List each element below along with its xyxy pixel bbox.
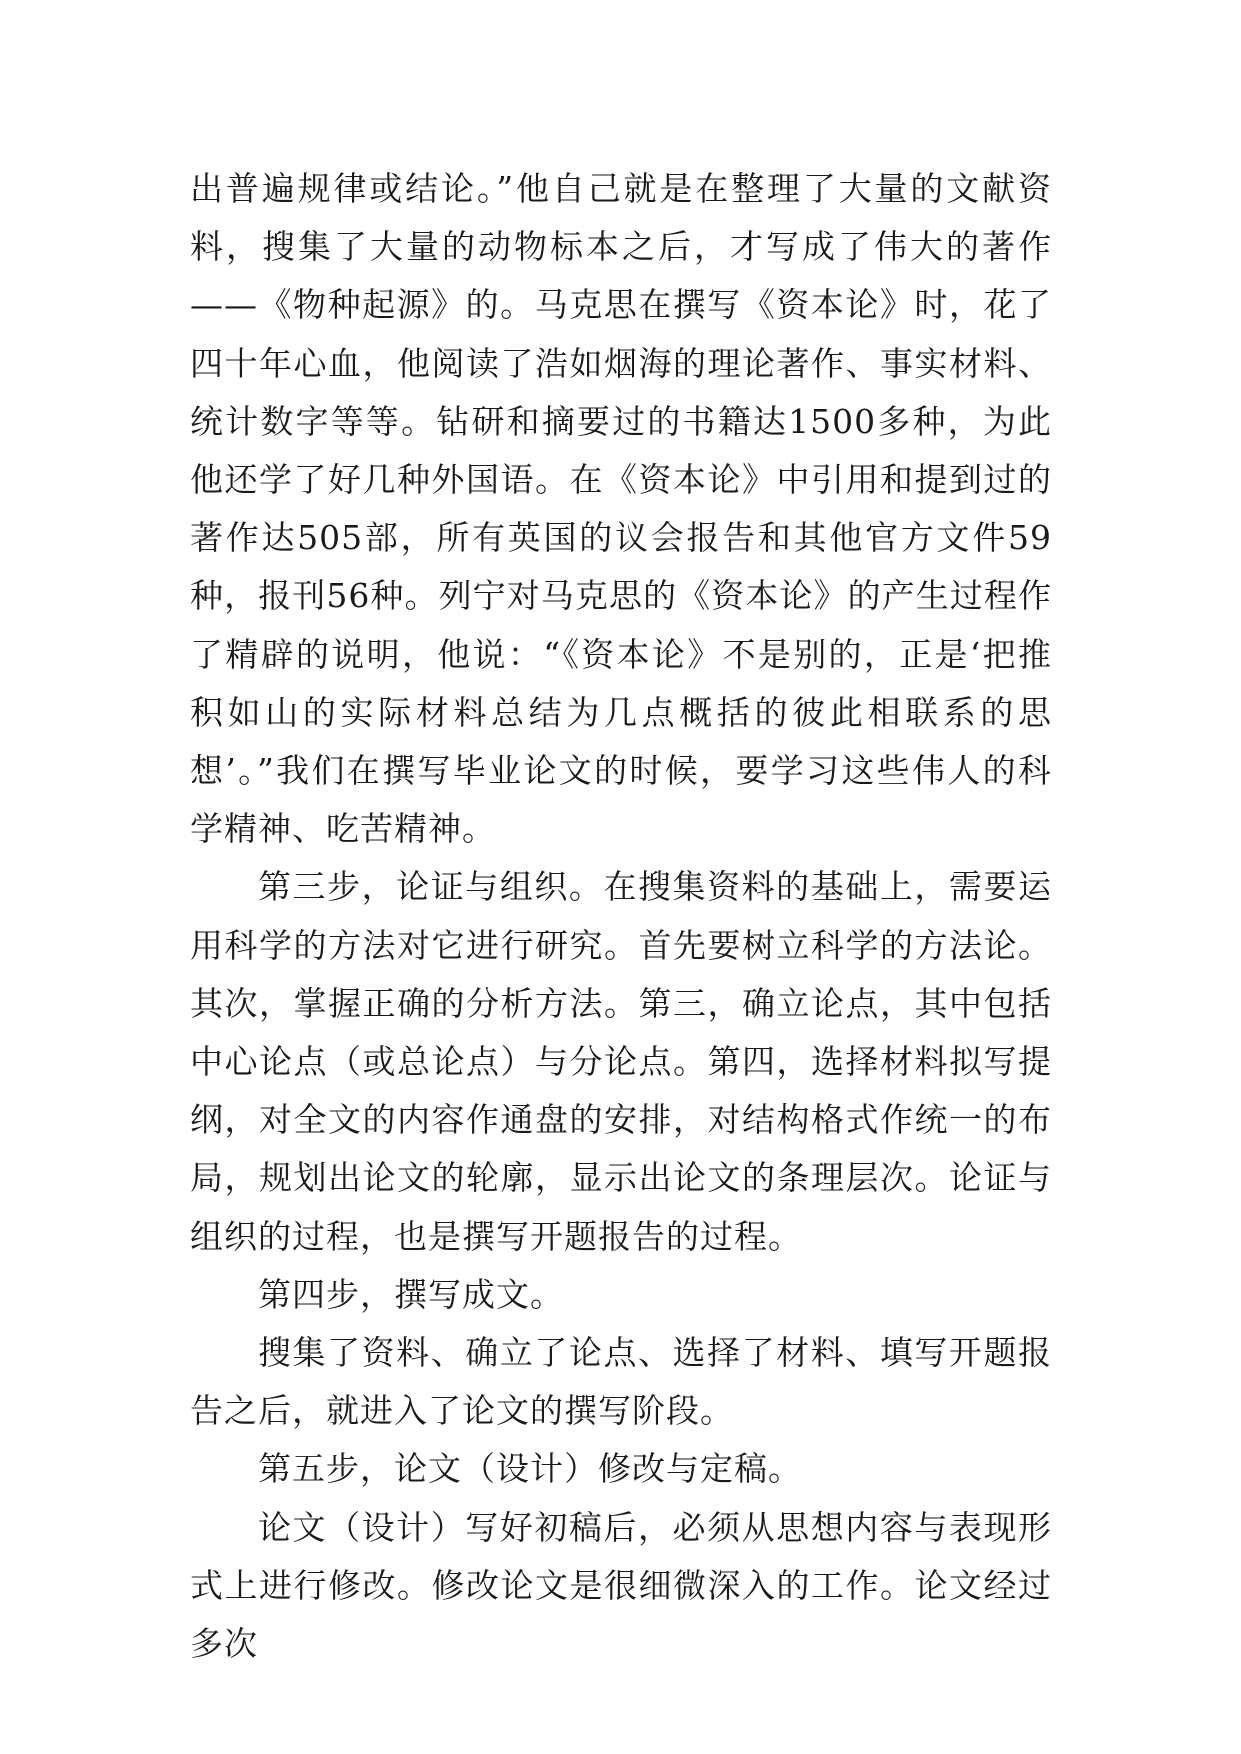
paragraph-step-five-body: 论文（设计）写好初稿后，必须从思想内容与表现形式上进行修改。修改论文是很细微深入的工作。论文经过多次 (190, 1507, 1052, 1664)
paragraph-step-four-body: 搜集了资料、确立了论点、选择了材料、填写开题报告之后，就进入了论文的撰写阶段。 (190, 1333, 1052, 1431)
paragraph-step-four-heading: 第四步，撰写成文。 (258, 1274, 564, 1314)
paragraph-step-three: 第三步，论证与组织。在搜集资料的基础上，需要运用科学的方法对它进行研究。首先要树立科学的方法论。其次，掌握正确的分析方法。第三，确立论点，其中包括中心论点（或总论点）与分论点。第四，选择材料拟写提纲，对全文的内容作通盘的安排，对结构格式作统一的布局，规划出论文的轮廓，显示出论文的条理层次。论证与组织的过程，也是撰写开题报告的过程。 (190, 867, 1052, 1256)
paragraph-continuation: 出普遍规律或结论。”他自己就是在整理了大量的文献资料，搜集了大量的动物标本之后，才写成了伟大的著作——《物种起源》的。马克思在撰写《资本论》时，花了四十年心血，他阅读了浩如烟海的理论著作、事实材料、统计数字等等。钻研和摘要过的书籍达1500多种，为此他还学了好几种外国语。在《资本论》中引用和提到过的著作达505部，所有英国的议会报告和其他官方文件59种，报刊56种。列宁对马克思的《资本论》的产生过程作了精辟的说明，他说：“《资本论》不是别的，正是‘把推积如山的实际材料总结为几点概括的彼此相联系的思想’。”我们在撰写毕业论文的时候，要学习这些伟人的科学精神、吃苦精神。 (190, 169, 1052, 849)
body-text (190, 160, 1052, 1673)
paragraph-step-five-heading: 第五步，论文（设计）修改与定稿。 (258, 1449, 802, 1489)
